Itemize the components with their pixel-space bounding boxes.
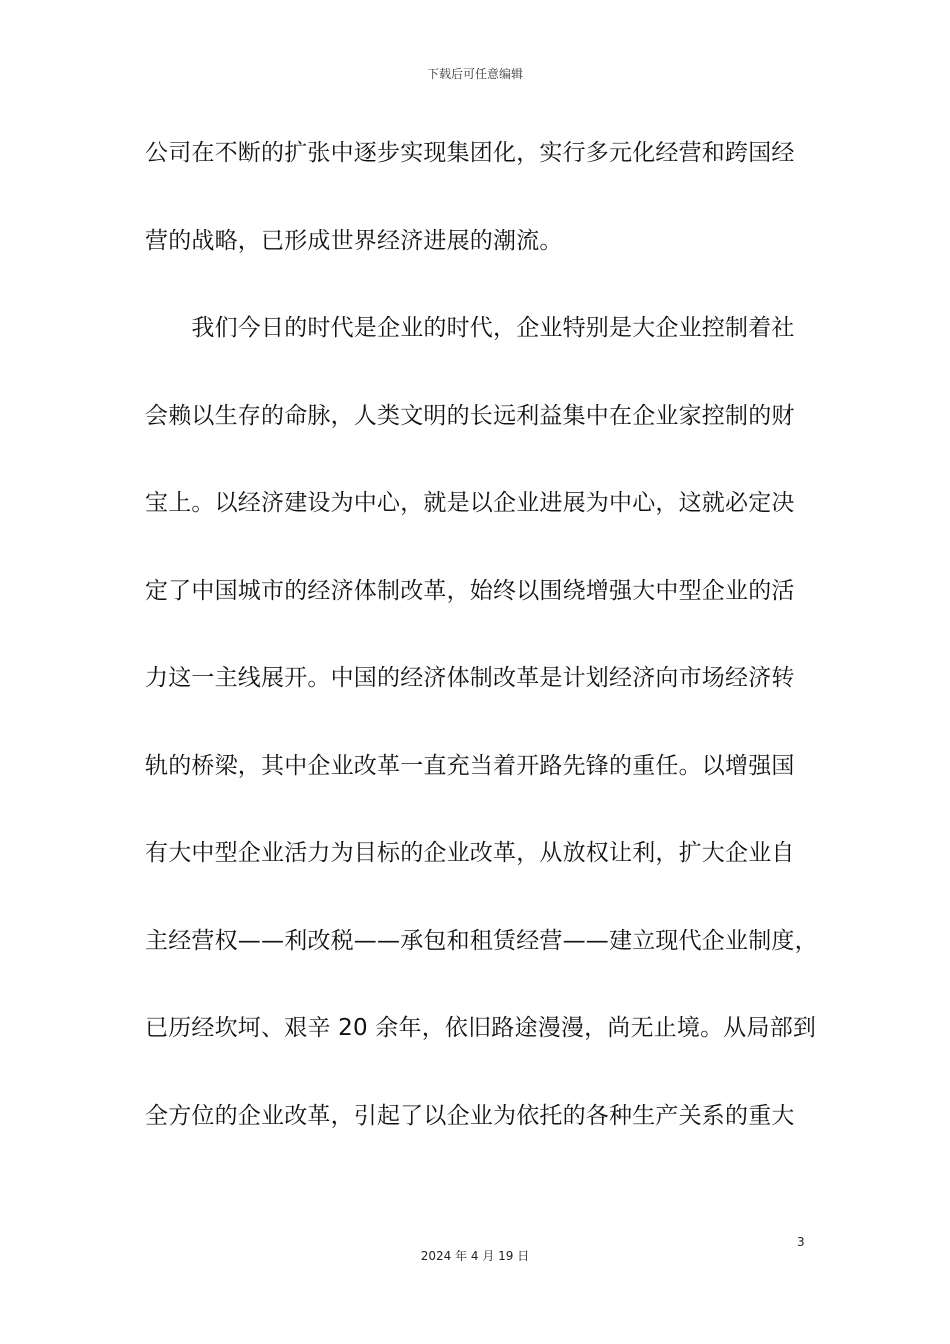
body-line: 力这一主线展开。中国的经济体制改革是计划经济向市场经济转 [145,665,795,691]
body-line: 宝上。以经济建设为中心，就是以企业进展为中心，这就必定决 [145,490,795,516]
body-line: 已历经坎坷、艰辛 20 余年，依旧路途漫漫，尚无止境。从局部到 [145,1015,817,1041]
body-line: 我们今日的时代是企业的时代，企业特别是大企业控制着社 [145,315,795,341]
body-line: 营的战略，已形成世界经济进展的潮流。 [145,227,563,254]
body-line: 主经营权——利改税——承包和租赁经营——建立现代企业制度， [145,927,818,954]
body-line: 会赖以生存的命脉，人类文明的长远利益集中在企业家控制的财 [145,402,795,429]
body-line: 定了中国城市的经济体制改革，始终以围绕增强大中型企业的活 [145,577,795,604]
page-header: 下载后可任意编辑 [426,67,523,81]
body-line: 全方位的企业改革，引起了以企业为依托的各种生产关系的重大 [145,1102,795,1129]
body-line: 有大中型企业活力为目标的企业改革，从放权让利，扩大企业自 [145,840,795,866]
document-body [145,128,825,1178]
body-line: 公司在不断的扩张中逐步实现集团化，实行多元化经营和跨国经 [145,140,795,166]
footer-date: 2024 年 4 月 19 日 [420,1249,530,1263]
page-number: 3 [797,1235,805,1249]
body-line: 轨的桥梁，其中企业改革一直充当着开路先锋的重任。以增强国 [145,752,795,779]
